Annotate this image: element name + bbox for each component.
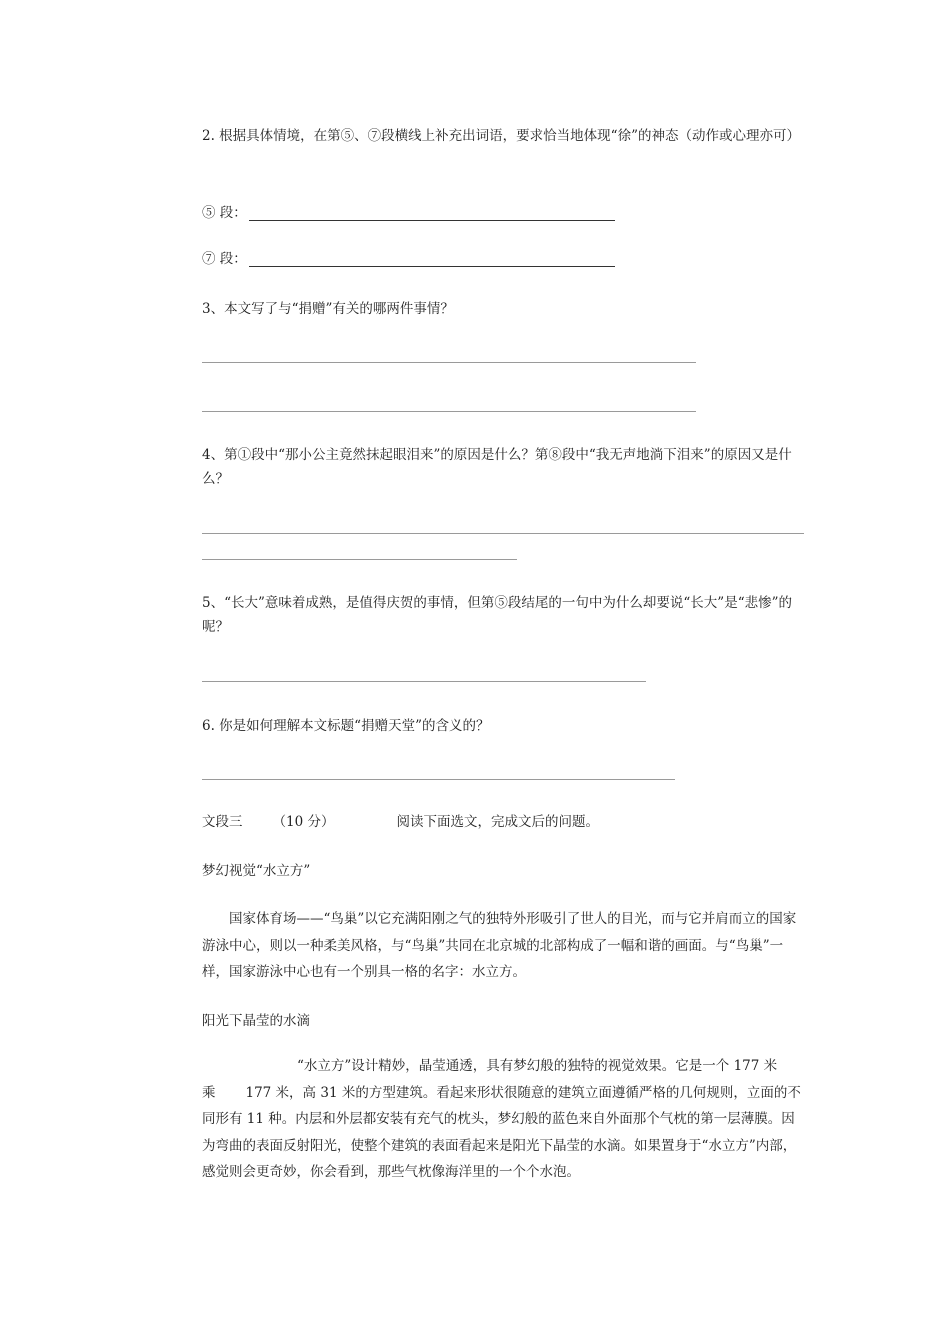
answer-blank-para5[interactable] xyxy=(249,206,615,221)
article-paragraph-2-start: “水立方”设计精妙，晶莹通透，具有梦幻般的独特的视觉效果。它是一个 177 米 xyxy=(297,1058,778,1074)
question-5: 5、“长大”意味着成熟，是值得庆贺的事情，但第⑤段结尾的一句中为什么却要说“长大”是“悲惨”的呢？ xyxy=(202,595,792,635)
article-paragraph-1: 国家体育场——“鸟巢”以它充满阳刚之气的独特外形吸引了世人的目光，而与它并肩而立的国家游泳中心，则以一种柔美风格，与“鸟巢”共同在北京城的北部构成了一幅和谐的画面。与“鸟巢”一样，国家游泳中心也有一个别具一格的名字：水立方。 xyxy=(202,911,797,980)
answer-label-para5: ⑤ 段： xyxy=(202,205,247,221)
answer-line-para7 xyxy=(202,247,615,271)
answer-rule-q3-1[interactable] xyxy=(202,362,696,363)
question-3: 3、本文写了与“捐赠”有关的哪两件事情？ xyxy=(202,301,454,317)
section-instruction: 阅读下面选文，完成文后的问题。 xyxy=(396,814,599,830)
answer-rule-q3-2[interactable] xyxy=(202,411,696,412)
section-score: （10 分） xyxy=(272,814,335,830)
answer-blank-para7[interactable] xyxy=(249,252,615,267)
section-label: 文段三 xyxy=(202,814,243,830)
article-subtitle: 阳光下晶莹的水滴 xyxy=(202,1013,310,1029)
article-paragraph-2-rest: 177 米，高 31 米的方型建筑。看起来形状很随意的建筑立面遵循严格的几何规则，立面的不同形有 11 种。内层和外层都安装有充气的枕头，梦幻般的蓝色来自外面那个气枕的第一层薄膜。因为弯曲的表面反射阳光，使整个建筑的表面看起来是阳光下晶莹的水滴。如果置身于“水立方”内部，感觉则会更奇妙，你会看到，那些气枕像海洋里的一个个水泡。 xyxy=(202,1084,801,1180)
answer-rule-q6[interactable] xyxy=(202,779,675,780)
answer-rule-q4-1[interactable] xyxy=(202,533,804,534)
section-3-header xyxy=(202,810,599,834)
answer-rule-q5[interactable] xyxy=(202,681,646,682)
article-paragraph-2 xyxy=(202,1053,807,1186)
question-6: 6. 你是如何理解本文标题“捐赠天堂”的含义的？ xyxy=(202,718,490,734)
question-4: 4、第①段中“那小公主竟然抹起眼泪来”的原因是什么？第⑧段中“我无声地淌下泪来”的原因又是什么？ xyxy=(202,447,792,487)
answer-label-para7: ⑦ 段： xyxy=(202,251,247,267)
answer-rule-q4-2[interactable] xyxy=(202,559,517,560)
question-2: 2. 根据具体情境，在第⑤、⑦段横线上补充出词语，要求恰当地体现“徐”的神态（动作或心理亦可） xyxy=(202,128,800,144)
article-paragraph-2-word: 乘 xyxy=(202,1084,216,1101)
answer-line-para5 xyxy=(202,201,615,225)
article-title: 梦幻视觉“水立方” xyxy=(202,863,311,879)
